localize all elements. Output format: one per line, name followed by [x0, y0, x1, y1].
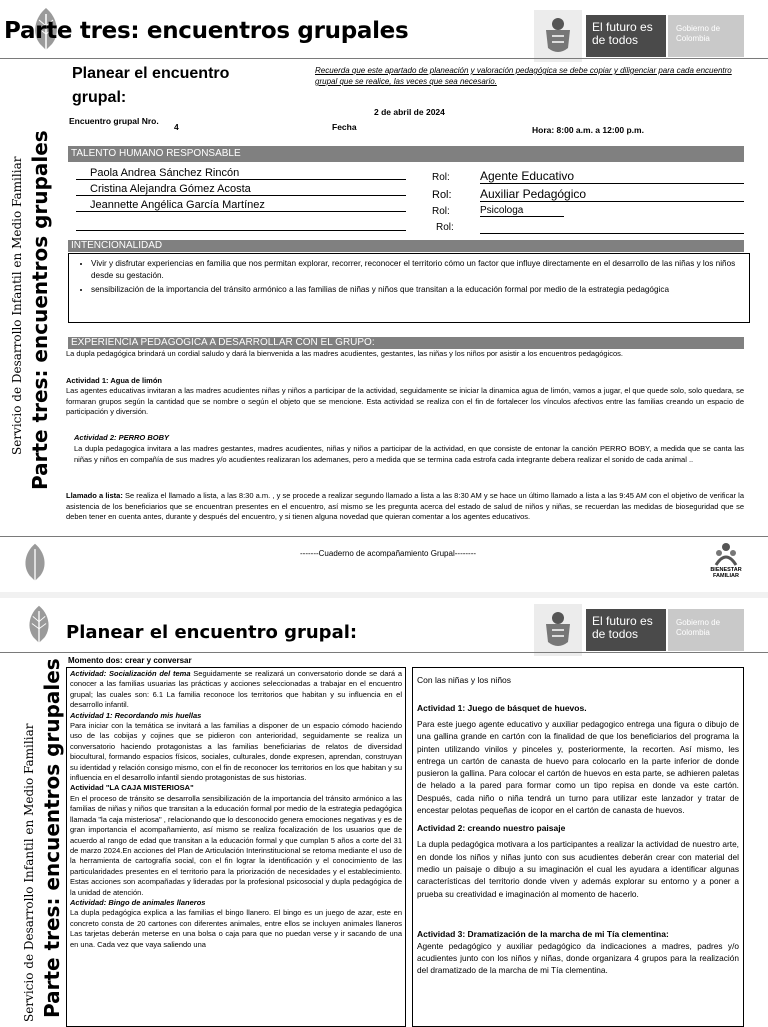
act1-text: Las agentes educativas invitaran a las madres acudientes niñas y niños a participar de la actividad, seguidamente se iniciar la dinamica agua de limón, vamos a jugar, el que quede solo, solo quedara, se formaran grupos según la cantidad que se nombre o según el objeto que se mencione. Esta actividad se realiza con el fin de fortalecer los vínculos afectivos entre las familias creando un espacio de participación y diversión.: [66, 386, 744, 416]
right-activity-text: La dupla pedagógica motivara a los participantes a realizar la actividad de nuestro arte, en donde los niños y niñas junto con sus acudientes deberán crear con material del medio un paisaje o dibujo a su imaginación el cual les ayudara a identificar algunas características del territorio donde viven y además explorar su entorno y a poner a prueba su creatividad e imaginación al momento de hacerlo.: [417, 839, 739, 899]
header-divider: [0, 58, 768, 59]
government-logo: [534, 604, 744, 656]
intencionalidad-bar: INTENCIONALIDAD: [68, 240, 744, 252]
leaf-icon: [20, 542, 50, 588]
llamado-title: Llamado a lista:: [66, 491, 123, 500]
leaf-icon: [24, 604, 54, 650]
rol-value-2: Auxiliar Pedagógico: [480, 187, 744, 202]
rol-value-1: Agente Educativo: [480, 169, 744, 184]
right-activity-title: Actividad 2: creando nuestro paisaje: [417, 823, 566, 834]
experiencia-bar: EXPERIENCIA PEDAGÓGICA A DESARROLLAR CON EL GRUPO:: [68, 337, 744, 349]
page-gap: [0, 592, 768, 598]
header-divider: [0, 652, 768, 653]
hora-text: Hora: 8:00 a.m. a 12:00 p.m.: [532, 125, 644, 135]
government-logo: [534, 10, 744, 62]
left-activity-title: Actividad: Bingo de animales llaneros: [70, 897, 206, 907]
momento-label: Momento dos: crear y conversar: [68, 656, 192, 665]
gobierno-logo-text: Gobierno de Colombia: [668, 15, 744, 57]
right-intro: Con las niñas y los niños: [417, 675, 512, 685]
bienestar-logo-icon: [712, 541, 740, 567]
llamado-text: [66, 491, 744, 523]
page1-bottom-line: [0, 536, 768, 537]
rol-value-4: [480, 219, 744, 234]
side-service-text: Servicio de Desarrollo Infantil en Medio Familiar: [22, 723, 36, 1022]
colombia-shield-icon: [534, 10, 582, 62]
bienestar-label: BIENESTAR FAMILIAR: [710, 567, 742, 579]
person-name-3: Jeannette Angélica García Martínez: [76, 199, 406, 212]
side-title-text: Parte tres: encuentros grupales: [40, 658, 64, 1018]
encuentro-label: Encuentro grupal Nro.: [69, 116, 159, 126]
right-activity-text: Para este juego agente educativo y auxiliar pedagogico entrega una figura o dibujo de una gallina grande en cartón con la finalidad de que los beneficiarios del programa la pinten utilizando vinilos y pinceles y, posteriormente, la recorten. Así mismo, les entrega un cartón de canasta de huevo para colocarlo en la parte inferior de donde pusieron la gallina. Para colocar el cartón de huevos en esta parte, se adhieren paletas de helado a la pared para formar como un tipo repisa en donde va este cartón. Después, cada niño o niña tendrá un turno para utilizar este lanzador y tratar de encestar pelotas pequeñas de icopor en el cartón de canasta de huevos.: [417, 719, 739, 816]
person-name-2: Cristina Alejandra Gómez Acosta: [76, 183, 406, 196]
recuerda-note: Recuerda que este apartado de planeación y valoración pedagógica se debe copiar y diligenciar para cada encuentro grupal que se realice, las veces que sea necesario.: [315, 66, 732, 86]
intencionalidad-box: [68, 253, 750, 323]
page-title: Parte tres: encuentros grupales: [4, 18, 409, 44]
person-name-1: Paola Andrea Sánchez Rincón: [76, 167, 406, 180]
intencionalidad-item: • Vivir y disfrutar experiencias en familia que nos permitan explorar, recorrer, reconocer el territorio cómo un factor que influye directamente en el desarrollo de las niñas y los niños desde su gestación.: [91, 258, 743, 282]
rol-label-4: Rol:: [436, 222, 454, 233]
right-activity-title: Actividad 3: Dramatización de la marcha de mi Tía clementina:: [417, 928, 669, 939]
act2-text: La dupla pedagogica invitara a las madres gestantes, madres acudientes, niñas y niños a participar de la actividad, en que consiste de entonar la canción PERRO BOBY, a medida que se canta las niñas y niños en compañía de sus madres y/o acudientes realizaran los ademanes, pero a medida que se termina cada estrofa cada integrante debera realizar el sonido de cada animal ..: [74, 444, 744, 464]
fecha-value: 2 de abril de 2024: [374, 107, 445, 117]
act1-title: Actividad 1: Agua de limón: [66, 376, 162, 385]
rol-label-3: Rol:: [432, 206, 450, 217]
colombia-shield-icon: [534, 604, 582, 656]
act2-title: Actividad 2: PERRO BOBY: [74, 433, 170, 442]
fecha-label: Fecha: [332, 122, 357, 132]
rol-label-2: Rol:: [432, 189, 452, 201]
intencionalidad-list: [73, 258, 743, 296]
footer-text: -------Cuaderno de acompañamiento Grupal--------: [300, 549, 477, 558]
left-activities-box: [66, 667, 406, 1027]
left-activity-title: Actividad: Socialización del tema: [70, 669, 191, 678]
left-activity: [70, 669, 402, 711]
futuro-logo-text: El futuro es de todos: [586, 609, 666, 651]
planear-title: Planear el encuentro grupal:: [72, 65, 230, 106]
person-name-4: [76, 216, 406, 231]
left-activity-text: Seguidamente se realizará un conversatorio donde se dará a conocer a las familias usuarias las prácticas y acciones seleccionadas a trabajar en el encuentro grupal; las cuales son: 6.1 La familia reconoce los territorios que habitan y su influencia en el desarrollo infantil.: [70, 669, 402, 710]
page2-planear-title: Planear el encuentro grupal:: [66, 622, 358, 643]
side-service-text: Servicio de Desarrollo Infantil en Medio Familiar: [10, 156, 24, 455]
side-title-text: Parte tres: encuentros grupales: [28, 130, 52, 490]
rol-value-3: Psicologa: [480, 205, 564, 217]
right-activities-box: [412, 667, 744, 1027]
left-activity-text: La dupla pedagógica explica a las familias el bingo llanero. El bingo es un juego de azar, este en concreto consta de 20 cartones con diferentes animales, entre ellos se incluyen animales llaneros Las tarjetas deberán meterse en una bolsa o caja para que no puedan verse y ir sacando de una en una. Cada vez que vaya saliendo una: [70, 908, 402, 949]
intencionalidad-item: • sensibilización de la importancia del tránsito armónico a las familias de niñas y niños que transitan a la educación formal por medio de la estrategia pedagógica: [91, 284, 743, 296]
rol-label-1: Rol:: [432, 172, 450, 183]
gobierno-logo-text: Gobierno de Colombia: [668, 609, 744, 651]
talento-humano-bar: TALENTO HUMANO RESPONSABLE: [68, 146, 744, 162]
left-activity-title: Actividad 1: Recordando mis huellas: [70, 710, 202, 720]
right-activity-text: Agente pedagógico y auxiliar pedagógico da indicaciones a madres, padres y/o acudientes junto con los niños y niñas, donde organizara 4 grupos para la realización del dramatizado de la marcha de mi Tía clementina.: [417, 940, 739, 976]
futuro-logo-text: El futuro es de todos: [586, 15, 666, 57]
left-activity-text: En el proceso de tránsito se desarrolla sensibilización de la importancia del tránsito armónico a las familias de niñas y niños que transitan a la educación formal por medio de la estrategia pedagógica llamada "la caja misteriosa" , relacionando que lo desconocido genera emociones negativas y es de gran importancia el acompañamiento, así mismo se realiza focalización de los usuarios que de acuerdo al rango de edad que transitan a la educación formal y que cumplan 5 años a corte del 31 de marzo 2024.En acciones del Plan de Articulación Interinstitucional se retoma mediante el uso de la herramienta de cartografía social, con el fin lograr la identificación y el conocimiento de las particularidades presentes en el territorio para la priorización de necesidades y el establecimiento. Estas acciones son acompañadas y lideradas por la profesional psicosocial y dupla pedagógica de la unidad de atención.: [70, 793, 402, 897]
llamado-body: Se realiza el llamado a lista, a las 8:30 a.m. , y se procede a realizar segundo llamado a lista a las 8:30 AM y se hace un último llamado a lista a las 9:45 AM con el objetivo de verificar la asistencia de los beneficiarios que se encuentran presentes en el encuentro, así mismo se les pregunta acerca del estado de salud de niños y niñas, se recuerdan las medidas de bioseguridad que se deben tener en cuenta antes, durante y después del encuentro, y si tienen alguna novedad que quieran comentar a los agentes educativos.: [66, 491, 744, 521]
left-activity-text: Para iniciar con la temática se invitará a las familias a disponer de un espacio cómodo haciendo uso de las cobijas y cojines que se pidieron con anterioridad, seguidamente se realiza un conversatorio haciendo protagonistas a las familias beneficiarias de relatos de diversidad biocultural, formando espacios físicos, sociales, culturales, donde expresen, aprendan, construyan su identidad y relación consigo mismo, con el fin de reconocer los territorios en los que habitan y su influencia en el desarrollo infantil siendo protagonistas de sus historias.: [70, 721, 402, 783]
encuentro-number: 4: [174, 122, 179, 132]
right-activity-title: Actividad 1: Juego de básquet de huevos.: [417, 703, 587, 713]
experiencia-intro: La dupla pedagógica brindará un cordial saludo y dará la bienvenida a las madres acudientes, gestantes, las niñas y los niños por asistir a los encuentros pedagógicos.: [66, 349, 624, 358]
left-activity-title: Actividad "LA CAJA MISTERIOSA": [70, 783, 194, 793]
